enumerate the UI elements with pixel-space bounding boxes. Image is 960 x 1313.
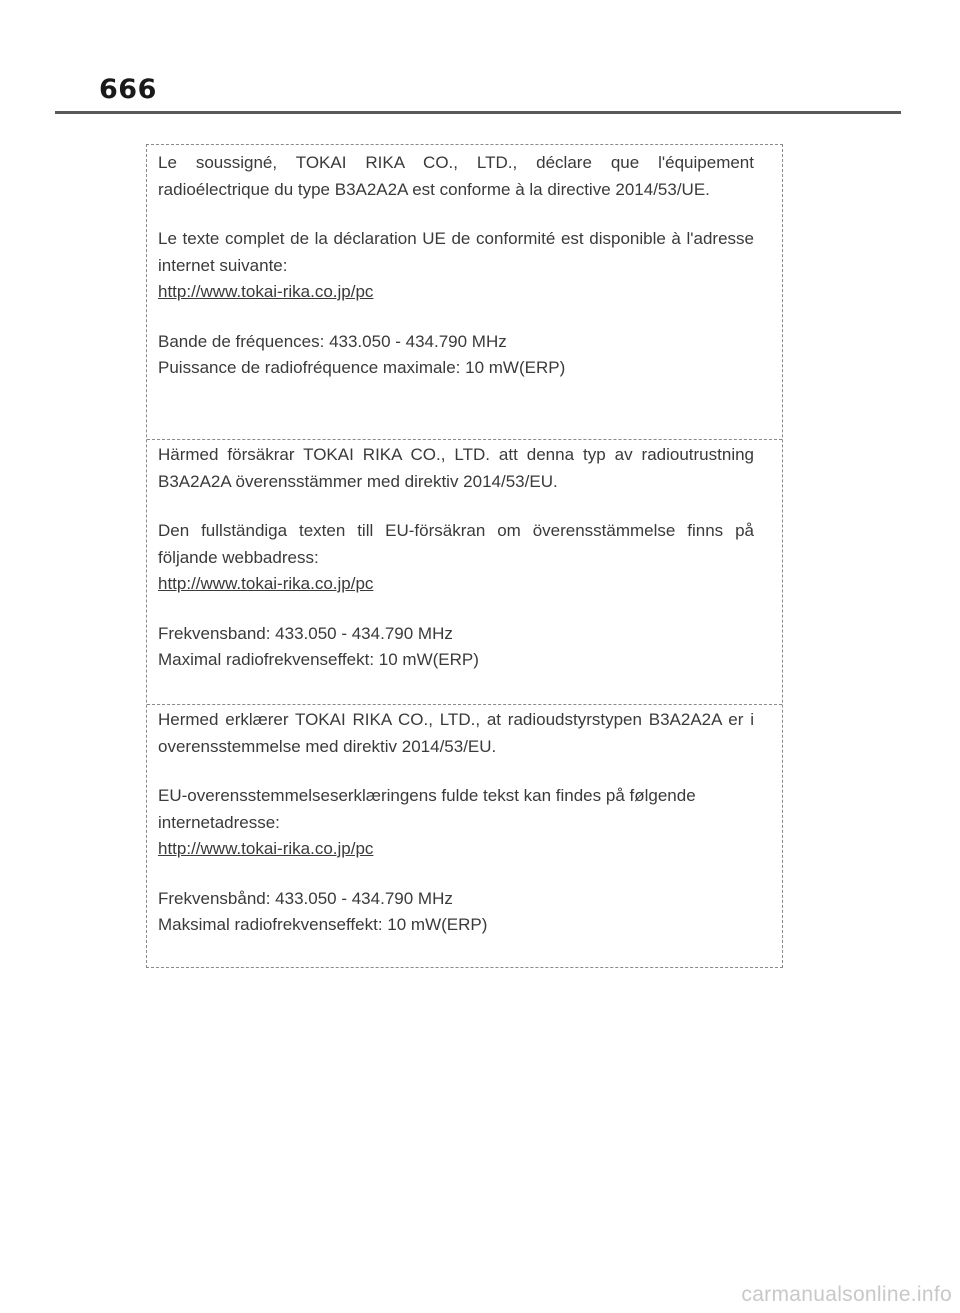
declaration-link[interactable]: http://www.tokai-rika.co.jp/pc <box>158 839 374 858</box>
availability-text: Den fullständiga texten till EU-försäkran om överensstämmelse finns på följande webbadress: <box>158 521 754 567</box>
declaration-text: Härmed försäkrar TOKAI RIKA CO., LTD. att denna typ av radioutrustning B3A2A2A överensstämmer med direktiv 2014/53/EU. <box>158 445 754 491</box>
watermark: carmanualsonline.info <box>741 1283 952 1306</box>
declaration-link[interactable]: http://www.tokai-rika.co.jp/pc <box>158 282 374 301</box>
frequency-band-text: Bande de fréquences: 433.050 - 434.790 MHz <box>158 331 507 351</box>
availability-text: EU-overensstemmelseserklæringens fulde tekst kan findes på følgende internetadresse: <box>158 786 696 832</box>
declaration-text: Hermed erklærer TOKAI RIKA CO., LTD., at radioudstyrstypen B3A2A2A er i overensstemmelse med direktiv 2014/53/EU. <box>158 710 754 756</box>
frequency-band-text: Frekvensbånd: 433.050 - 434.790 MHz <box>158 888 453 908</box>
declaration-section-swedish <box>147 439 782 704</box>
max-power-text: Maximal radiofrekvenseffekt: 10 mW(ERP) <box>158 650 479 669</box>
max-power-text: Puissance de radiofréquence maximale: 10 mW(ERP) <box>158 358 566 377</box>
header-divider <box>55 111 901 114</box>
declaration-section-french <box>147 145 782 439</box>
page-number: 666 <box>99 74 157 105</box>
declaration-box <box>146 144 783 968</box>
declaration-section-danish <box>147 704 782 967</box>
max-power-text: Maksimal radiofrekvenseffekt: 10 mW(ERP) <box>158 915 488 934</box>
declaration-text: Le soussigné, TOKAI RIKA CO., LTD., déclare que l'équipement radioélectrique du type B3A2A2A est conforme à la directive 2014/53/UE. <box>158 153 754 199</box>
frequency-band-text: Frekvensband: 433.050 - 434.790 MHz <box>158 623 453 643</box>
availability-text: Le texte complet de la déclaration UE de conformité est disponible à l'adresse internet suivante: <box>158 229 754 275</box>
declaration-link[interactable]: http://www.tokai-rika.co.jp/pc <box>158 574 374 593</box>
